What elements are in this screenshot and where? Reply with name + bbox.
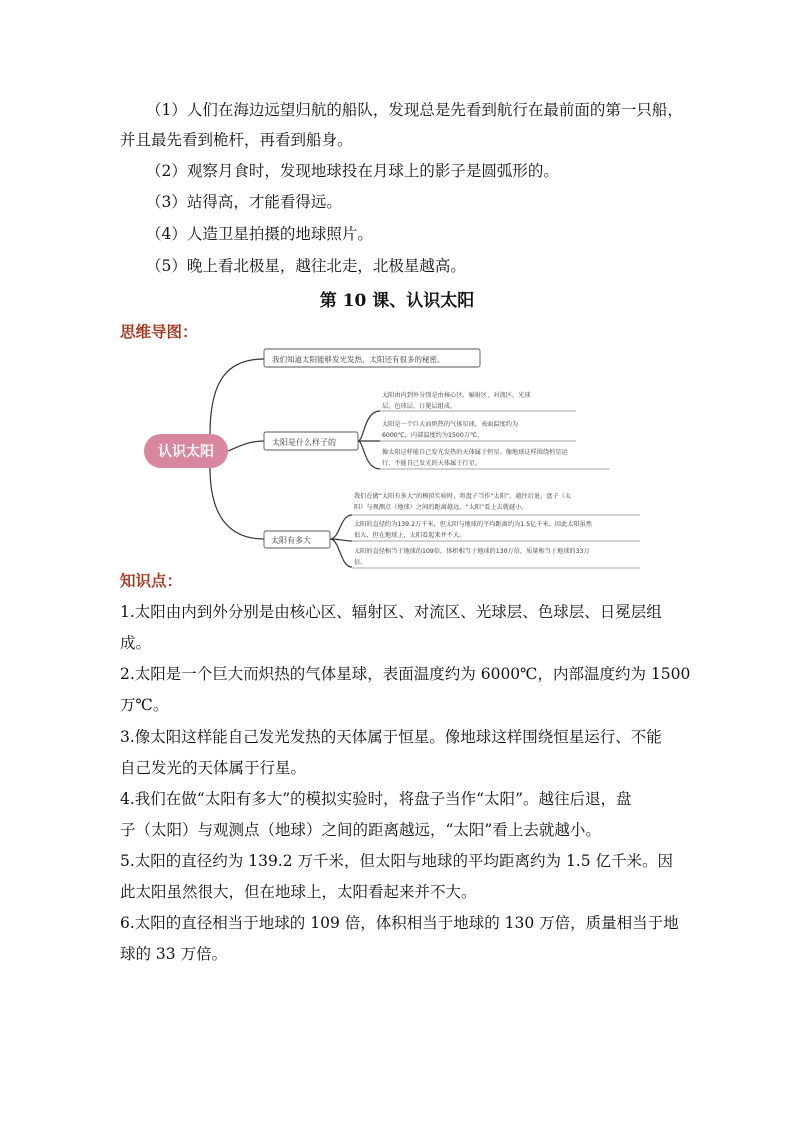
knowledge-line-7: 4.我们在做“太阳有多大”的模拟实验时，将盘子当作“太阳”。越往后退，盘 bbox=[120, 790, 632, 808]
connector-branch3-notes bbox=[330, 515, 352, 567]
knowledge-line-3: 2.太阳是一个巨大而炽热的气体星球，表面温度约为 6000℃，内部温度约为 1500 bbox=[120, 665, 691, 683]
intro-line-3: （2）观察月食时，发现地球投在月球上的影子是圆弧形的。 bbox=[146, 162, 559, 180]
b2-note2-l1: 太阳是一个巨大而炽热的气体星球，表面温度约为 bbox=[382, 421, 519, 428]
root-label: 认识太阳 bbox=[158, 444, 214, 460]
connector-branch3 bbox=[210, 468, 264, 539]
knowledge-line-1: 1.太阳由内到外分别是由核心区、辐射区、对流区、光球层、色球层、日冕层组 bbox=[120, 603, 662, 621]
b3-note3-l1: 太阳的直径相当于地球的109倍，体积相当于地球的130万倍，质量相当于地球的33万 bbox=[354, 548, 590, 555]
knowledge-line-11: 6.太阳的直径相当于地球的 109 倍，体积相当于地球的 130 万倍，质量相当于地 bbox=[120, 914, 679, 932]
b3-note2-l2: 很大，但在地球上，太阳看起来并不大。 bbox=[354, 532, 466, 539]
knowledge-line-10: 此太阳虽然很大，但在地球上，太阳看起来并不大。 bbox=[120, 883, 477, 901]
b2-note3-l2: 行、不能自己发光的天体属于行星。 bbox=[382, 460, 481, 467]
mindmap-heading: 思维导图： bbox=[120, 322, 198, 341]
b2-note1-l2: 层、色球层、日冕层组成。 bbox=[382, 403, 457, 410]
branch3-label: 太阳有多大 bbox=[271, 536, 311, 545]
knowledge-line-5: 3.像太阳这样能自己发光发热的天体属于恒星。像地球这样围绕恒星运行、不能 bbox=[120, 728, 662, 746]
knowledge-line-2: 成。 bbox=[120, 634, 152, 652]
b3-note1-l2: 阳）与观测点（地球）之间的距离越远，“太阳”看上去就越小。 bbox=[354, 504, 528, 511]
mind-map bbox=[140, 337, 646, 573]
b3-note1-l1: 我们在做“太阳有多大”的模拟实验时，将盘子当作“太阳”。越往后退，盘子（太 bbox=[354, 493, 572, 500]
knowledge-line-12: 球的 33 万倍。 bbox=[120, 945, 228, 963]
intro-line-2: 并且最先看到桅杆，再看到船身。 bbox=[120, 131, 353, 149]
knowledge-line-4: 万℃。 bbox=[120, 696, 169, 714]
intro-line-4: （3）站得高，才能看得远。 bbox=[146, 193, 342, 211]
knowledge-line-8: 子（太阳）与观测点（地球）之间的距离越远，“太阳”看上去就越小。 bbox=[120, 821, 601, 839]
knowledge-heading: 知识点： bbox=[120, 571, 183, 590]
b2-note2-l2: 6000℃，内部温度约为1500万℃。 bbox=[382, 432, 484, 439]
knowledge-line-9: 5.太阳的直径约为 139.2 万千米，但太阳与地球的平均距离约为 1.5 亿千米。因 bbox=[120, 852, 674, 870]
connector-branch2-notes bbox=[358, 411, 380, 469]
b3-note2-l1: 太阳的直径约为139.2万千米，但太阳与地球的平均距离约为1.5亿千米。因此太阳虽然 bbox=[354, 521, 592, 528]
intro-line-1: （1）人们在海边远望归航的船队，发现总是先看到航行在最前面的第一只船， bbox=[146, 101, 683, 119]
b3-note3-l2: 倍。 bbox=[354, 559, 367, 566]
lesson-title: 第 10 课、认识太阳 bbox=[319, 291, 475, 311]
knowledge-line-6: 自己发光的天体属于行星。 bbox=[120, 759, 307, 777]
branch1-label: 我们知道太阳能够发光发热，太阳还有很多的秘密。 bbox=[272, 355, 445, 364]
connector-branch1 bbox=[210, 359, 264, 434]
branch2-label: 太阳是什么样子的 bbox=[272, 438, 336, 447]
b2-note1-l1: 太阳由内到外分别是由核心区、辐射区、对流区、光球 bbox=[382, 392, 531, 399]
intro-line-6: （5）晚上看北极星，越往北走，北极星越高。 bbox=[146, 257, 466, 275]
intro-line-5: （4）人造卫星拍摄的地球照片。 bbox=[146, 225, 373, 243]
b2-note3-l1: 像太阳这样能自己发光发热的天体属于恒星。像地球这样围绕恒星运 bbox=[382, 449, 568, 456]
connector-branch2 bbox=[228, 441, 264, 451]
